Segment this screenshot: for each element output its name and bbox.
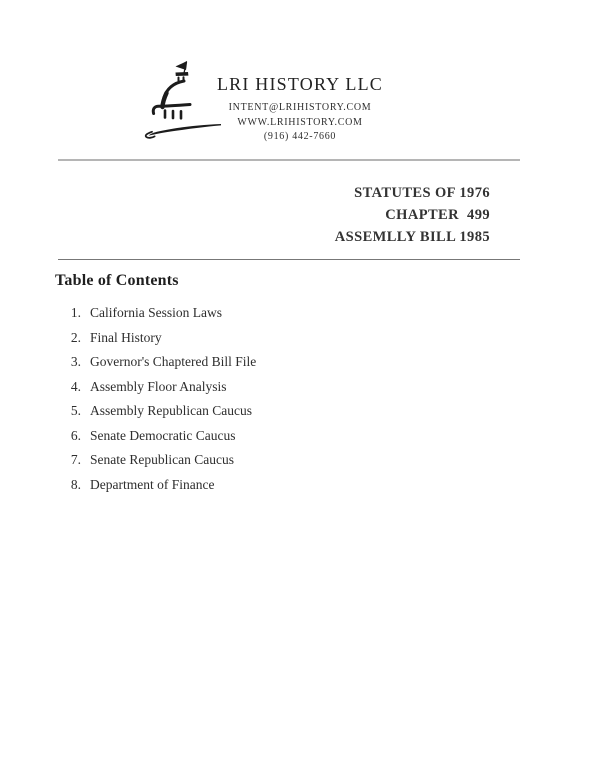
assembly-bill-line: ASSEMLLY BILL 1985: [334, 229, 490, 245]
toc-item: [68, 453, 256, 467]
statute-reference-block: [335, 182, 490, 248]
horizontal-rule-bottom: [58, 259, 520, 260]
toc-item: [68, 380, 256, 394]
toc-item: [68, 331, 256, 345]
toc-item-number: 1.: [70, 305, 81, 320]
toc-item: [68, 404, 256, 418]
toc-item: [68, 429, 256, 443]
toc-item-number: 4.: [70, 378, 81, 394]
toc-item-label: Senate Republican Caucus: [90, 452, 234, 467]
toc-item: [68, 478, 256, 492]
company-name: LRI HISTORY LLC: [216, 74, 383, 94]
toc-item-label: Assembly Republican Caucus: [90, 403, 252, 418]
toc-title: Table of Contents: [55, 272, 179, 289]
toc-item-label: Governor's Chaptered Bill File: [90, 354, 257, 369]
toc-item-number: 7.: [70, 452, 81, 467]
toc-item-label: Assembly Floor Analysis: [90, 378, 227, 394]
toc-item-number: 6.: [70, 427, 81, 443]
toc-item: [68, 306, 256, 320]
toc-item-label: Senate Democratic Caucus: [90, 427, 236, 443]
toc-item-number: 3.: [70, 354, 81, 369]
company-phone: (916) 442-7660: [263, 131, 337, 142]
toc-item-number: 8.: [70, 476, 81, 492]
chapter-line: CHAPTER 499: [385, 207, 490, 223]
toc-item-label: California Session Laws: [90, 305, 222, 320]
toc-item-label: Department of Finance: [90, 476, 215, 492]
statutes-line: STATUTES OF 1976: [354, 185, 490, 201]
toc-list: [68, 306, 256, 502]
toc-item-label: Final History: [90, 329, 162, 345]
company-email: INTENT@LRIHISTORY.COM: [228, 102, 372, 113]
toc-item: [68, 355, 256, 369]
company-header: [205, 74, 395, 144]
company-website: WWW.LRIHISTORY.COM: [237, 116, 363, 128]
horizontal-rule-top: [58, 159, 520, 161]
toc-item-number: 5.: [70, 403, 81, 418]
toc-item-number: 2.: [70, 329, 81, 345]
